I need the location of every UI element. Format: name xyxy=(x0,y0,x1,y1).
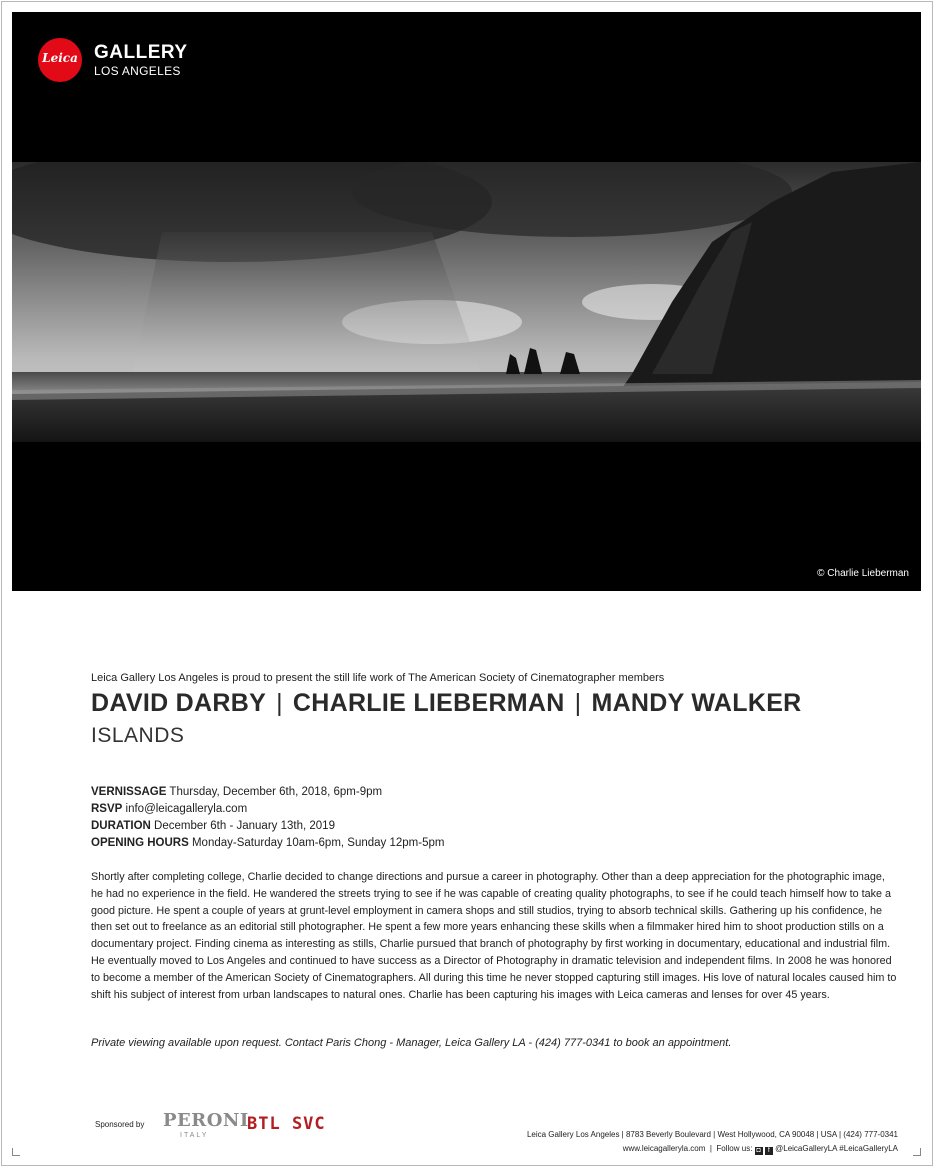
detail-label: VERNISSAGE xyxy=(91,786,167,798)
rsvp-email-link[interactable]: info@leicagalleryla.com xyxy=(125,803,248,815)
detail-row-duration xyxy=(91,818,444,835)
artist-name: DAVID DARBY xyxy=(91,689,267,717)
detail-row-opening-hours xyxy=(91,835,444,852)
artist-names xyxy=(91,689,802,718)
detail-row-rsvp xyxy=(91,801,444,818)
crop-mark xyxy=(12,1148,20,1156)
leica-logo-text: Leica xyxy=(42,51,78,65)
instagram-icon[interactable]: ◘ xyxy=(756,1147,761,1154)
artist-separator: | xyxy=(574,689,582,717)
hero-banner xyxy=(12,12,921,591)
website-link[interactable]: www.leicagalleryla.com xyxy=(622,1144,706,1153)
event-details xyxy=(91,784,444,852)
detail-label: RSVP xyxy=(91,803,123,815)
detail-row-vernissage xyxy=(91,784,444,801)
peroni-logo-sub: ITALY xyxy=(180,1132,209,1139)
footer-separator: | xyxy=(707,1144,715,1153)
btl-svc-logo: BTL SVC xyxy=(247,1114,326,1134)
detail-value: December 6th - January 13th, 2019 xyxy=(154,820,335,832)
landscape-photo xyxy=(12,162,921,442)
detail-label: DURATION xyxy=(91,820,151,832)
artist-separator: | xyxy=(276,689,283,717)
hashtag-link[interactable]: #LeicaGalleryLA xyxy=(839,1144,898,1153)
facebook-icon[interactable]: f xyxy=(765,1147,773,1155)
exhibition-title: ISLANDS xyxy=(91,724,185,747)
photo-credit: © Charlie Lieberman xyxy=(817,568,909,579)
gallery-subtitle: LOS ANGELES xyxy=(94,64,181,78)
landscape-photo-graphic xyxy=(12,162,921,442)
private-viewing-note: Private viewing available upon request. Contact Paris Chong - Manager, Leica Gallery LA - (424) 777-0341 to book an appointment. xyxy=(91,1037,732,1049)
artist-bio: Shortly after completing college, Charlie decided to change directions and pursue a career in photography. Other than a deep appreciation for the photographic image, he had no experience in the field. He wandered the streets trying to see if he was capable of creating quality photographs, to see if he could teach himself how to take a good picture. He spent a couple of years at grunt-level employment in camera shops and still studios, trying to absorb technical skills. Gathering up his confidence, he then set out to freelance as an editorial still photographer. He spent a few more years enhancing these skills when a filmmaker hired him to shoot production stills on a documentary project. Finding cinema as interesting as stills, Charlie pursued that branch of photography by first working in documentary, educational and industrial film. He eventually moved to Los Angeles and continued to have success as a Director of Photography in dramatic television and independent films. In 2008 he was honored to become a member of the American Society of Cinematographers. All during this time he never stopped capturing still images. His love of natural locales caused him to shift his subject of interest from urban landscapes to natural ones. Charlie has been capturing his images with Leica cameras and lenses for over 45 years. xyxy=(91,871,897,1001)
social-handle-link[interactable]: @LeicaGalleryLA xyxy=(775,1144,838,1153)
detail-value: Monday-Saturday 10am-6pm, Sunday 12pm-5pm xyxy=(191,837,445,849)
leica-logo[interactable] xyxy=(38,38,82,82)
footer-address: Leica Gallery Los Angeles | 8783 Beverly Boulevard | West Hollywood, CA 90048 | USA | (424) 777-0341 xyxy=(526,1130,898,1139)
follow-label: Follow us: xyxy=(716,1144,753,1153)
exhibition-intro: Leica Gallery Los Angeles is proud to present the still life work of The American Society of Cinematographer members xyxy=(91,672,665,684)
crop-mark xyxy=(913,1148,921,1156)
peroni-logo: PERONI xyxy=(163,1110,249,1131)
detail-label: OPENING HOURS xyxy=(91,837,189,849)
footer-links xyxy=(623,1144,898,1155)
detail-value: Thursday, December 6th, 2018, 6pm-9pm xyxy=(169,786,383,798)
artist-name: MANDY WALKER xyxy=(591,689,802,717)
gallery-title: GALLERY xyxy=(94,42,188,63)
sponsor-label: Sponsored by xyxy=(95,1120,145,1129)
artist-name: CHARLIE LIEBERMAN xyxy=(292,689,565,717)
